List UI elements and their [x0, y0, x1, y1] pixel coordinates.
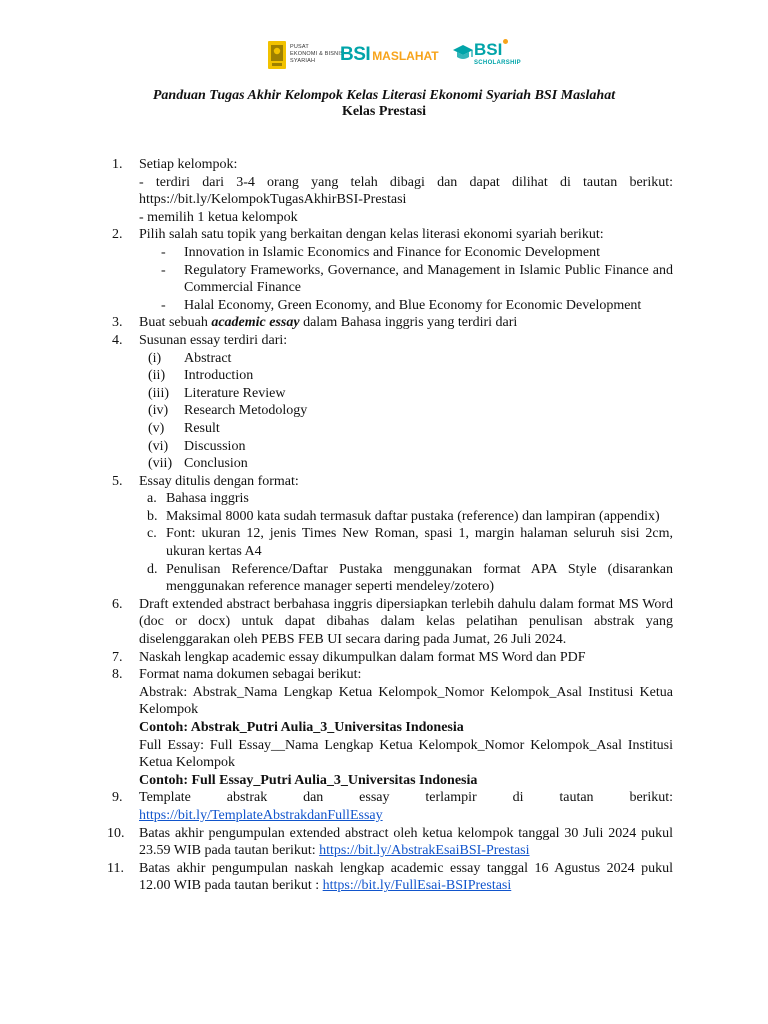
format-text: Font: ukuran 12, jenis Times New Roman, spasi 1, margin halaman seluruh sisi 2cm, ukuran kertas A4 [166, 526, 673, 560]
section-text: Result [184, 420, 220, 436]
scholarship-bsi-wordmark: BSI [474, 40, 503, 59]
pebs-wordmark [290, 44, 344, 65]
topic-item [161, 262, 673, 297]
leader-info-text: - memilih 1 ketua kelompok [139, 209, 298, 225]
section-item [148, 350, 673, 368]
bsi-scholarship-logo [452, 40, 521, 72]
item-text: Pilih salah satu topik yang berkaitan dengan kelas literasi ekonomi syariah berikut: [139, 227, 604, 243]
list-item-2 [112, 226, 673, 314]
pebs-line-1: PUSAT [290, 44, 309, 50]
list-item-10 [107, 825, 673, 860]
item-text: Essay ditulis dengan format: [139, 473, 299, 489]
section-text: Discussion [184, 438, 246, 454]
item-number: 1. [112, 157, 123, 172]
item-number: 6. [112, 596, 123, 612]
list-item-11 [107, 860, 673, 895]
list-item-3 [112, 314, 673, 332]
star-dot-icon [503, 39, 508, 44]
item-number: 8. [112, 667, 123, 683]
alpha-label: d. [147, 561, 158, 577]
item-text: Template abstrak dan essay terlampir di tautan berikut: [139, 790, 673, 806]
item-number: 7. [112, 649, 123, 665]
full-essay-example-text: Contoh: Full Essay_Putri Aulia_3_Universitas Indonesia [139, 772, 478, 788]
format-item [147, 561, 673, 596]
scholarship-wordmark: SCHOLARSHIP [474, 60, 521, 66]
item-text: Setiap kelompok: [139, 157, 238, 172]
bsi-wordmark: BSI [340, 44, 371, 65]
roman-label: (iii) [148, 385, 169, 401]
roman-label: (iv) [148, 403, 169, 419]
title-line-2: Kelas Prestasi [341, 104, 427, 119]
maslahat-wordmark: MASLAHAT [372, 49, 439, 63]
section-item [148, 420, 673, 438]
item-text-post: dalam Bahasa inggris yang terdiri dari [299, 315, 518, 331]
abstract-format-text: Abstrak: Abstrak_Nama Lengkap Ketua Kelompok_Nomor Kelompok_Asal Institusi Ketua Kelompok [139, 684, 673, 718]
list-item-1 [112, 156, 673, 226]
item-text-pre: Buat sebuah [139, 315, 212, 331]
list-item-5 [112, 473, 673, 596]
list-item-9 [112, 789, 673, 824]
academic-essay-emphasis: academic essay [211, 315, 300, 331]
full-essay-submission-link[interactable]: https://bit.ly/FullEsai-BSIPrestasi [322, 878, 512, 894]
alpha-label: a. [147, 491, 157, 507]
roman-label: (ii) [148, 368, 166, 384]
section-item [148, 402, 673, 420]
section-text: Introduction [184, 368, 254, 384]
item-number: 3. [112, 315, 123, 331]
section-text: Literature Review [184, 385, 286, 401]
section-text: Research Metodology [184, 403, 308, 419]
pebs-emblem-icon [268, 41, 286, 69]
item-number: 11. [107, 860, 124, 876]
graduation-cap-icon [452, 44, 474, 62]
title-line-1: Panduan Tugas Akhir Kelompok Kelas Literasi Ekonomi Syariah BSI Maslahat [152, 88, 616, 103]
topic-text: Halal Economy, Green Economy, and Blue Economy for Economic Development [184, 297, 642, 313]
item-text [139, 314, 673, 332]
header-logos [266, 38, 521, 72]
abstract-submission-link[interactable]: https://bit.ly/AbstrakEsaiBSI-Prestasi [319, 843, 530, 859]
item-number: 4. [112, 332, 123, 348]
alpha-label: c. [147, 526, 157, 542]
roman-label: (vi) [148, 438, 169, 454]
topic-text: Innovation in Islamic Economics and Finance for Economic Development [184, 244, 600, 260]
pebs-line-2: EKONOMI & BISNIS [290, 51, 344, 57]
item-number: 10. [107, 825, 125, 841]
list-item-7 [112, 649, 673, 667]
format-item [147, 508, 673, 526]
format-text: Penulisan Reference/Daftar Pustaka menggunakan format APA Style (disarankan menggunakan reference manager seperti mendeley/zotero) [166, 561, 673, 595]
item-text: Format nama dokumen sebagai berikut: [139, 667, 362, 683]
section-item [148, 385, 673, 403]
bsi-maslahat-logo [340, 44, 439, 66]
pebs-line-3: SYARIAH [290, 58, 316, 64]
roman-label: (v) [148, 420, 165, 436]
document-title [0, 88, 768, 120]
item-number: 2. [112, 227, 123, 243]
template-link[interactable]: https://bit.ly/TemplateAbstrakdanFullEssay [139, 807, 383, 823]
dash-bullet: - [161, 244, 166, 260]
topic-item [161, 297, 673, 315]
roman-label: (vii) [148, 456, 173, 472]
item-number: 5. [112, 473, 123, 489]
format-item [147, 490, 673, 508]
section-item [148, 455, 673, 473]
topic-text: Regulatory Frameworks, Governance, and Management in Islamic Public Finance and Commercial Finance [184, 262, 673, 296]
item-number: 9. [112, 790, 123, 806]
format-text: Maksimal 8000 kata sudah termasuk daftar pustaka (reference) dan lampiran (appendix) [166, 508, 660, 524]
item-text: Susunan essay terdiri dari: [139, 332, 288, 348]
dash-bullet: - [161, 262, 166, 278]
section-text: Conclusion [184, 456, 248, 472]
section-item [148, 438, 673, 456]
group-info-text: - terdiri dari 3-4 orang yang telah dibagi dan dapat dilihat di tautan berikut: https://bit.ly/KelompokTugasAkhirBSI-Prestasi [139, 174, 673, 208]
abstract-example-text: Contoh: Abstrak_Putri Aulia_3_Universitas Indonesia [139, 720, 464, 735]
item-text: Batas akhir pengumpulan extended abstract oleh ketua kelompok tanggal 30 Juli 2024 pukul 23.59 WIB pada tautan berikut: [139, 825, 673, 859]
instruction-list [0, 156, 768, 895]
item-text: Naskah lengkap academic essay dikumpulkan dalam format MS Word dan PDF [139, 649, 586, 665]
list-item-8 [112, 666, 673, 789]
list-item-4 [112, 332, 673, 473]
section-text: Abstract [184, 350, 232, 366]
alpha-label: b. [147, 508, 158, 524]
full-essay-format-text: Full Essay: Full Essay__Nama Lengkap Ketua Kelompok_Nomor Kelompok_Asal Institusi Ketua Kelompok [139, 737, 673, 771]
format-text: Bahasa inggris [166, 491, 249, 507]
list-item-6 [112, 596, 673, 649]
section-item [148, 367, 673, 385]
topic-item [161, 244, 673, 262]
dash-bullet: - [161, 297, 166, 313]
item-text: Batas akhir pengumpulan naskah lengkap academic essay tanggal 16 Agustus 2024 pukul 12.00 WIB pada tautan berikut : [139, 860, 673, 894]
item-text: Draft extended abstract berbahasa inggris dipersiapkan terlebih dahulu dalam format MS Word (doc or docx) untuk dapat dibahas dalam kelas pelatihan penulisan abstrak yang diselenggarakan oleh PEBS FEB UI secara daring pada Jumat, 26 Juli 2024. [139, 596, 673, 648]
pebs-logo [266, 41, 344, 69]
roman-label: (i) [148, 350, 162, 366]
format-item [147, 525, 673, 560]
